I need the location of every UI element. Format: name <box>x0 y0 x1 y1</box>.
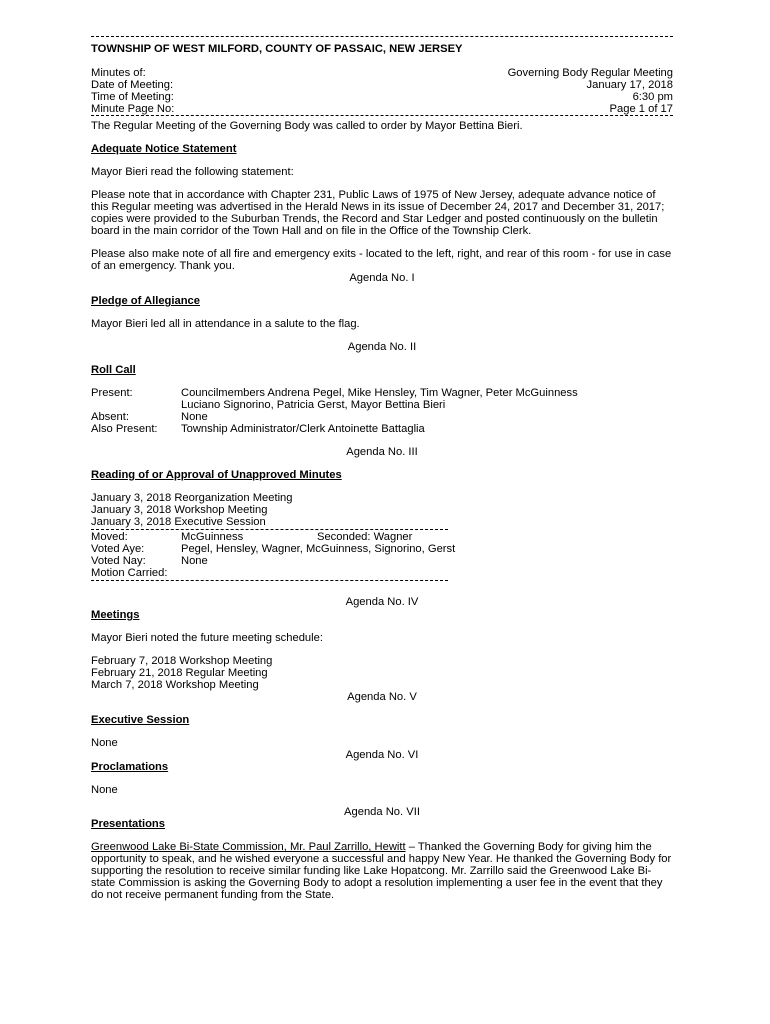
section-heading-pledge: Pledge of Allegiance <box>91 295 201 307</box>
body-text: Mayor Bieri led all in attendance in a salute to the flag. <box>91 318 360 330</box>
roll-label: Also Present: <box>91 423 158 435</box>
vote-value: None <box>181 555 208 567</box>
roll-value: Councilmembers Andrena Pegel, Mike Hensley, Tim Wagner, Peter McGuinness <box>181 387 578 399</box>
presentation-paragraph <box>91 841 673 901</box>
seconded-text: Seconded: Wagner <box>317 531 413 543</box>
section-heading-presentations: Presentations <box>91 818 165 830</box>
agenda-number: Agenda No. II <box>347 341 417 353</box>
roll-row <box>91 411 673 423</box>
body-text: None <box>91 784 118 796</box>
vote-value: McGuinness <box>181 531 244 543</box>
meeting-info <box>91 67 673 115</box>
roll-label: Present: <box>91 387 133 399</box>
meta-label: Minute Page No: <box>91 103 175 115</box>
minutes-list <box>91 492 673 528</box>
section-heading-meetings: Meetings <box>91 609 140 621</box>
agenda-number: Agenda No. IV <box>345 596 419 608</box>
presentation-text: – Thanked the Governing Body for giving him the opportunity to speak, and he wished everyone a successful and happy New Year. He thanked the Governing Body for supporting the resolution to receive similar funding like Lake Hopatcong. Mr. Zarrillo said the Greenwood Lake Bi-state Commission is asking the Governing Body to adopt a resolution implementing a user fee in the event that they do not receive permanent funding from the State. <box>91 841 672 901</box>
emergency-paragraph: Please also make note of all fire and emergency exits - located to the left, right, and rear of this room - for use in case of an emergency. Thank you. <box>91 248 672 272</box>
meta-value: 6:30 pm <box>632 91 673 103</box>
section-heading-minutes: Reading of or Approval of Unapproved Minutes <box>91 469 342 481</box>
list-item: March 7, 2018 Workshop Meeting <box>91 679 259 691</box>
roll-value: Luciano Signorino, Patricia Gerst, Mayor Bettina Bieri <box>181 399 446 411</box>
list-item: February 21, 2018 Regular Meeting <box>91 667 268 679</box>
meetings-list <box>91 655 673 691</box>
presenter-name: Greenwood Lake Bi-State Commission, Mr. Paul Zarrillo, Hewitt <box>91 841 406 853</box>
intro-text: The Regular Meeting of the Governing Body was called to order by Mayor Bettina Bieri. <box>91 120 523 132</box>
section-heading-adequate-notice: Adequate Notice Statement <box>91 143 237 155</box>
motion-carried: Motion Carried: <box>91 567 168 579</box>
section-heading-roll-call: Roll Call <box>91 364 136 376</box>
vote-row <box>91 543 673 555</box>
meta-label: Minutes of: <box>91 67 146 79</box>
list-item: January 3, 2018 Workshop Meeting <box>91 504 268 516</box>
section-heading-executive: Executive Session <box>91 714 190 726</box>
roll-row <box>91 399 673 411</box>
meta-label: Date of Meeting: <box>91 79 174 91</box>
vote-label: Moved: <box>91 531 128 543</box>
body-text: Mayor Bieri noted the future meeting schedule: <box>91 632 323 644</box>
roll-value: None <box>181 411 208 423</box>
roll-row <box>91 423 673 435</box>
vote-rule <box>91 529 448 530</box>
meta-row <box>91 67 673 79</box>
roll-row <box>91 387 673 399</box>
roll-call-table <box>91 387 673 435</box>
meta-row <box>91 91 673 103</box>
meta-row <box>91 79 673 91</box>
agenda-number: Agenda No. VII <box>344 806 420 818</box>
vote-rule <box>91 580 448 581</box>
vote-block <box>91 531 673 579</box>
list-item: February 7, 2018 Workshop Meeting <box>91 655 273 667</box>
agenda-number: Agenda No. V <box>347 691 417 703</box>
meta-row <box>91 103 673 115</box>
roll-value: Township Administrator/Clerk Antoinette Battaglia <box>181 423 425 435</box>
list-item: January 3, 2018 Executive Session <box>91 516 266 528</box>
body-text: Mayor Bieri read the following statement: <box>91 166 294 178</box>
roll-label <box>91 399 181 411</box>
meta-value: Governing Body Regular Meeting <box>507 67 673 79</box>
vote-label: Voted Nay: <box>91 555 146 567</box>
vote-row <box>91 531 673 543</box>
header-rule <box>91 115 673 116</box>
vote-row <box>91 555 673 567</box>
meta-value: January 17, 2018 <box>586 79 673 91</box>
agenda-number: Agenda No. I <box>349 272 415 284</box>
meta-label: Time of Meeting: <box>91 91 174 103</box>
meta-value: Page 1 of 17 <box>609 103 673 115</box>
minutes-page <box>91 36 673 901</box>
vote-value: Pegel, Hensley, Wagner, McGuinness, Signorino, Gerst <box>181 543 456 555</box>
list-item: January 3, 2018 Reorganization Meeting <box>91 492 293 504</box>
document-title: TOWNSHIP OF WEST MILFORD, COUNTY OF PASSAIC, NEW JERSEY <box>91 43 463 55</box>
section-heading-proclamations: Proclamations <box>91 761 169 773</box>
agenda-number: Agenda No. III <box>346 446 418 458</box>
vote-label: Voted Aye: <box>91 543 145 555</box>
top-rule <box>91 36 673 37</box>
agenda-number: Agenda No. VI <box>345 749 419 761</box>
notice-paragraph: Please note that in accordance with Chapter 231, Public Laws of 1975 of New Jersey, adequate advance notice of this Regular meeting was advertised in the Herald News in its issue of December 24, 2017 and December 31, 2017; copies were provided to the Suburban Trends, the Record and Star Ledger and posted continuously on the bulletin board in the main corridor of the Town Hall and on file in the Office of the Township Clerk. <box>91 189 665 237</box>
body-text: None <box>91 737 118 749</box>
roll-label: Absent: <box>91 411 129 423</box>
